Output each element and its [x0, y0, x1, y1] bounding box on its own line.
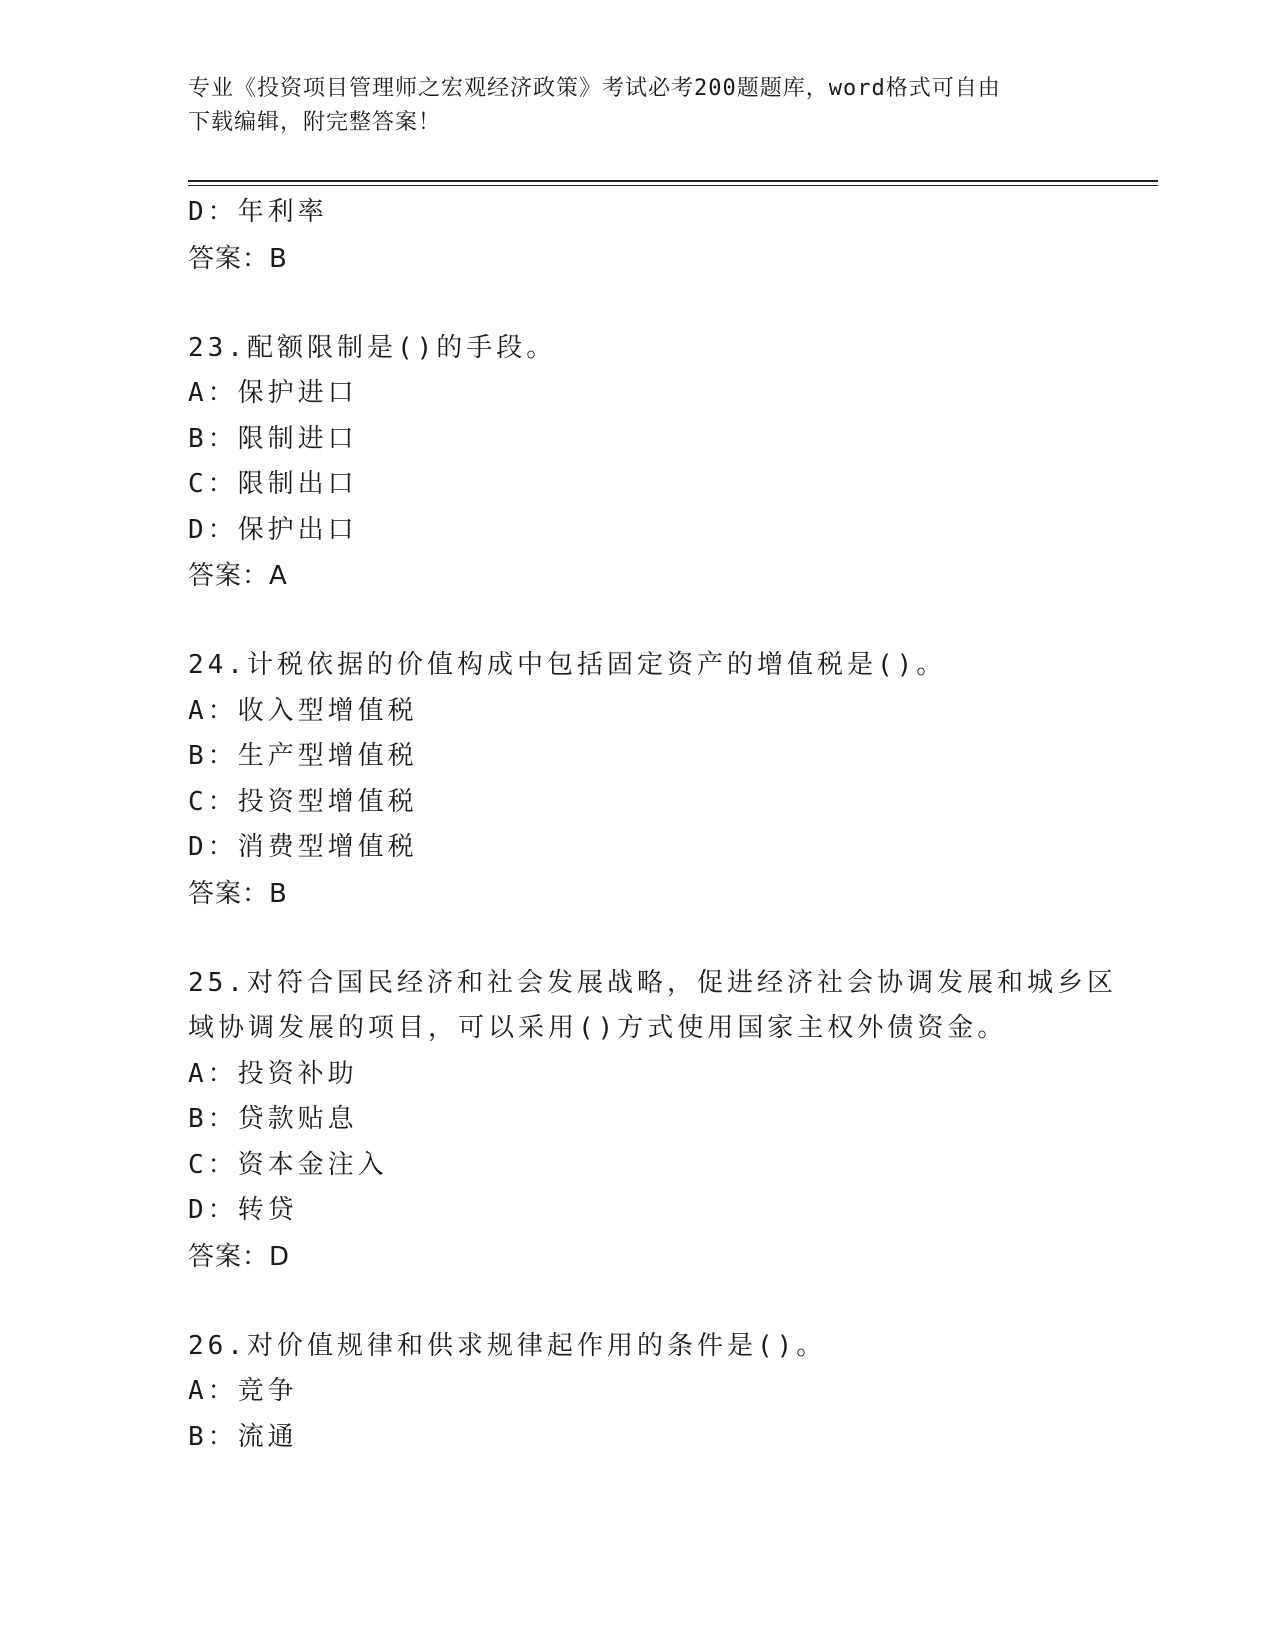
- question-stem: 26.对价值规律和供求规律起作用的条件是()。: [188, 1330, 827, 1361]
- question-stem-line-1: 25.对符合国民经济和社会发展战略，促进经济社会协调发展和城乡区: [188, 967, 1117, 998]
- option-b: B：流通: [188, 1421, 298, 1452]
- question-stem: 23.配额限制是()的手段。: [188, 332, 557, 363]
- option-b: B：贷款贴息: [188, 1104, 358, 1134]
- option-b: B：限制进口: [188, 423, 358, 454]
- question-25: [188, 961, 1128, 1280]
- header-line-2: 下载编辑，附完整答案！: [188, 110, 442, 135]
- option-d: D：转贷: [188, 1195, 298, 1225]
- question-stem-line-2: 域协调发展的项目，可以采用()方式使用国家主权外债资金。: [188, 1013, 1008, 1043]
- option-b: B：生产型增值税: [188, 741, 418, 771]
- answer: 答案：D: [188, 1241, 291, 1272]
- option-c: C：资本金注入: [188, 1149, 388, 1180]
- question-fragment-22: [188, 190, 1128, 282]
- option-a: A：保护进口: [188, 378, 358, 408]
- document-header: [188, 72, 1088, 140]
- question-24: [188, 643, 1128, 917]
- header-divider-thick: [188, 180, 1158, 182]
- option-a: A：收入型增值税: [188, 695, 418, 726]
- option-a: A：投资补助: [188, 1058, 358, 1089]
- answer: 答案：A: [188, 561, 288, 591]
- option-c: C：投资型增值税: [188, 786, 418, 817]
- question-stem: 24.计税依据的价值构成中包括固定资产的增值税是()。: [188, 650, 947, 680]
- option-a: A：竞争: [188, 1376, 298, 1406]
- answer: 答案：B: [188, 243, 288, 274]
- question-23: [188, 326, 1128, 600]
- answer: 答案：B: [188, 878, 288, 909]
- option-d: D：消费型增值税: [188, 832, 418, 862]
- option-d: D：保护出口: [188, 514, 358, 545]
- question-26: [188, 1324, 1128, 1461]
- option-d: D：年利率: [188, 197, 328, 227]
- question-list: [188, 190, 1128, 1460]
- header-line-1: 专业《投资项目管理师之宏观经济政策》考试必考200题题库，word格式可自由: [188, 76, 1001, 101]
- header-divider-thin: [188, 185, 1158, 186]
- option-c: C：限制出口: [188, 469, 358, 499]
